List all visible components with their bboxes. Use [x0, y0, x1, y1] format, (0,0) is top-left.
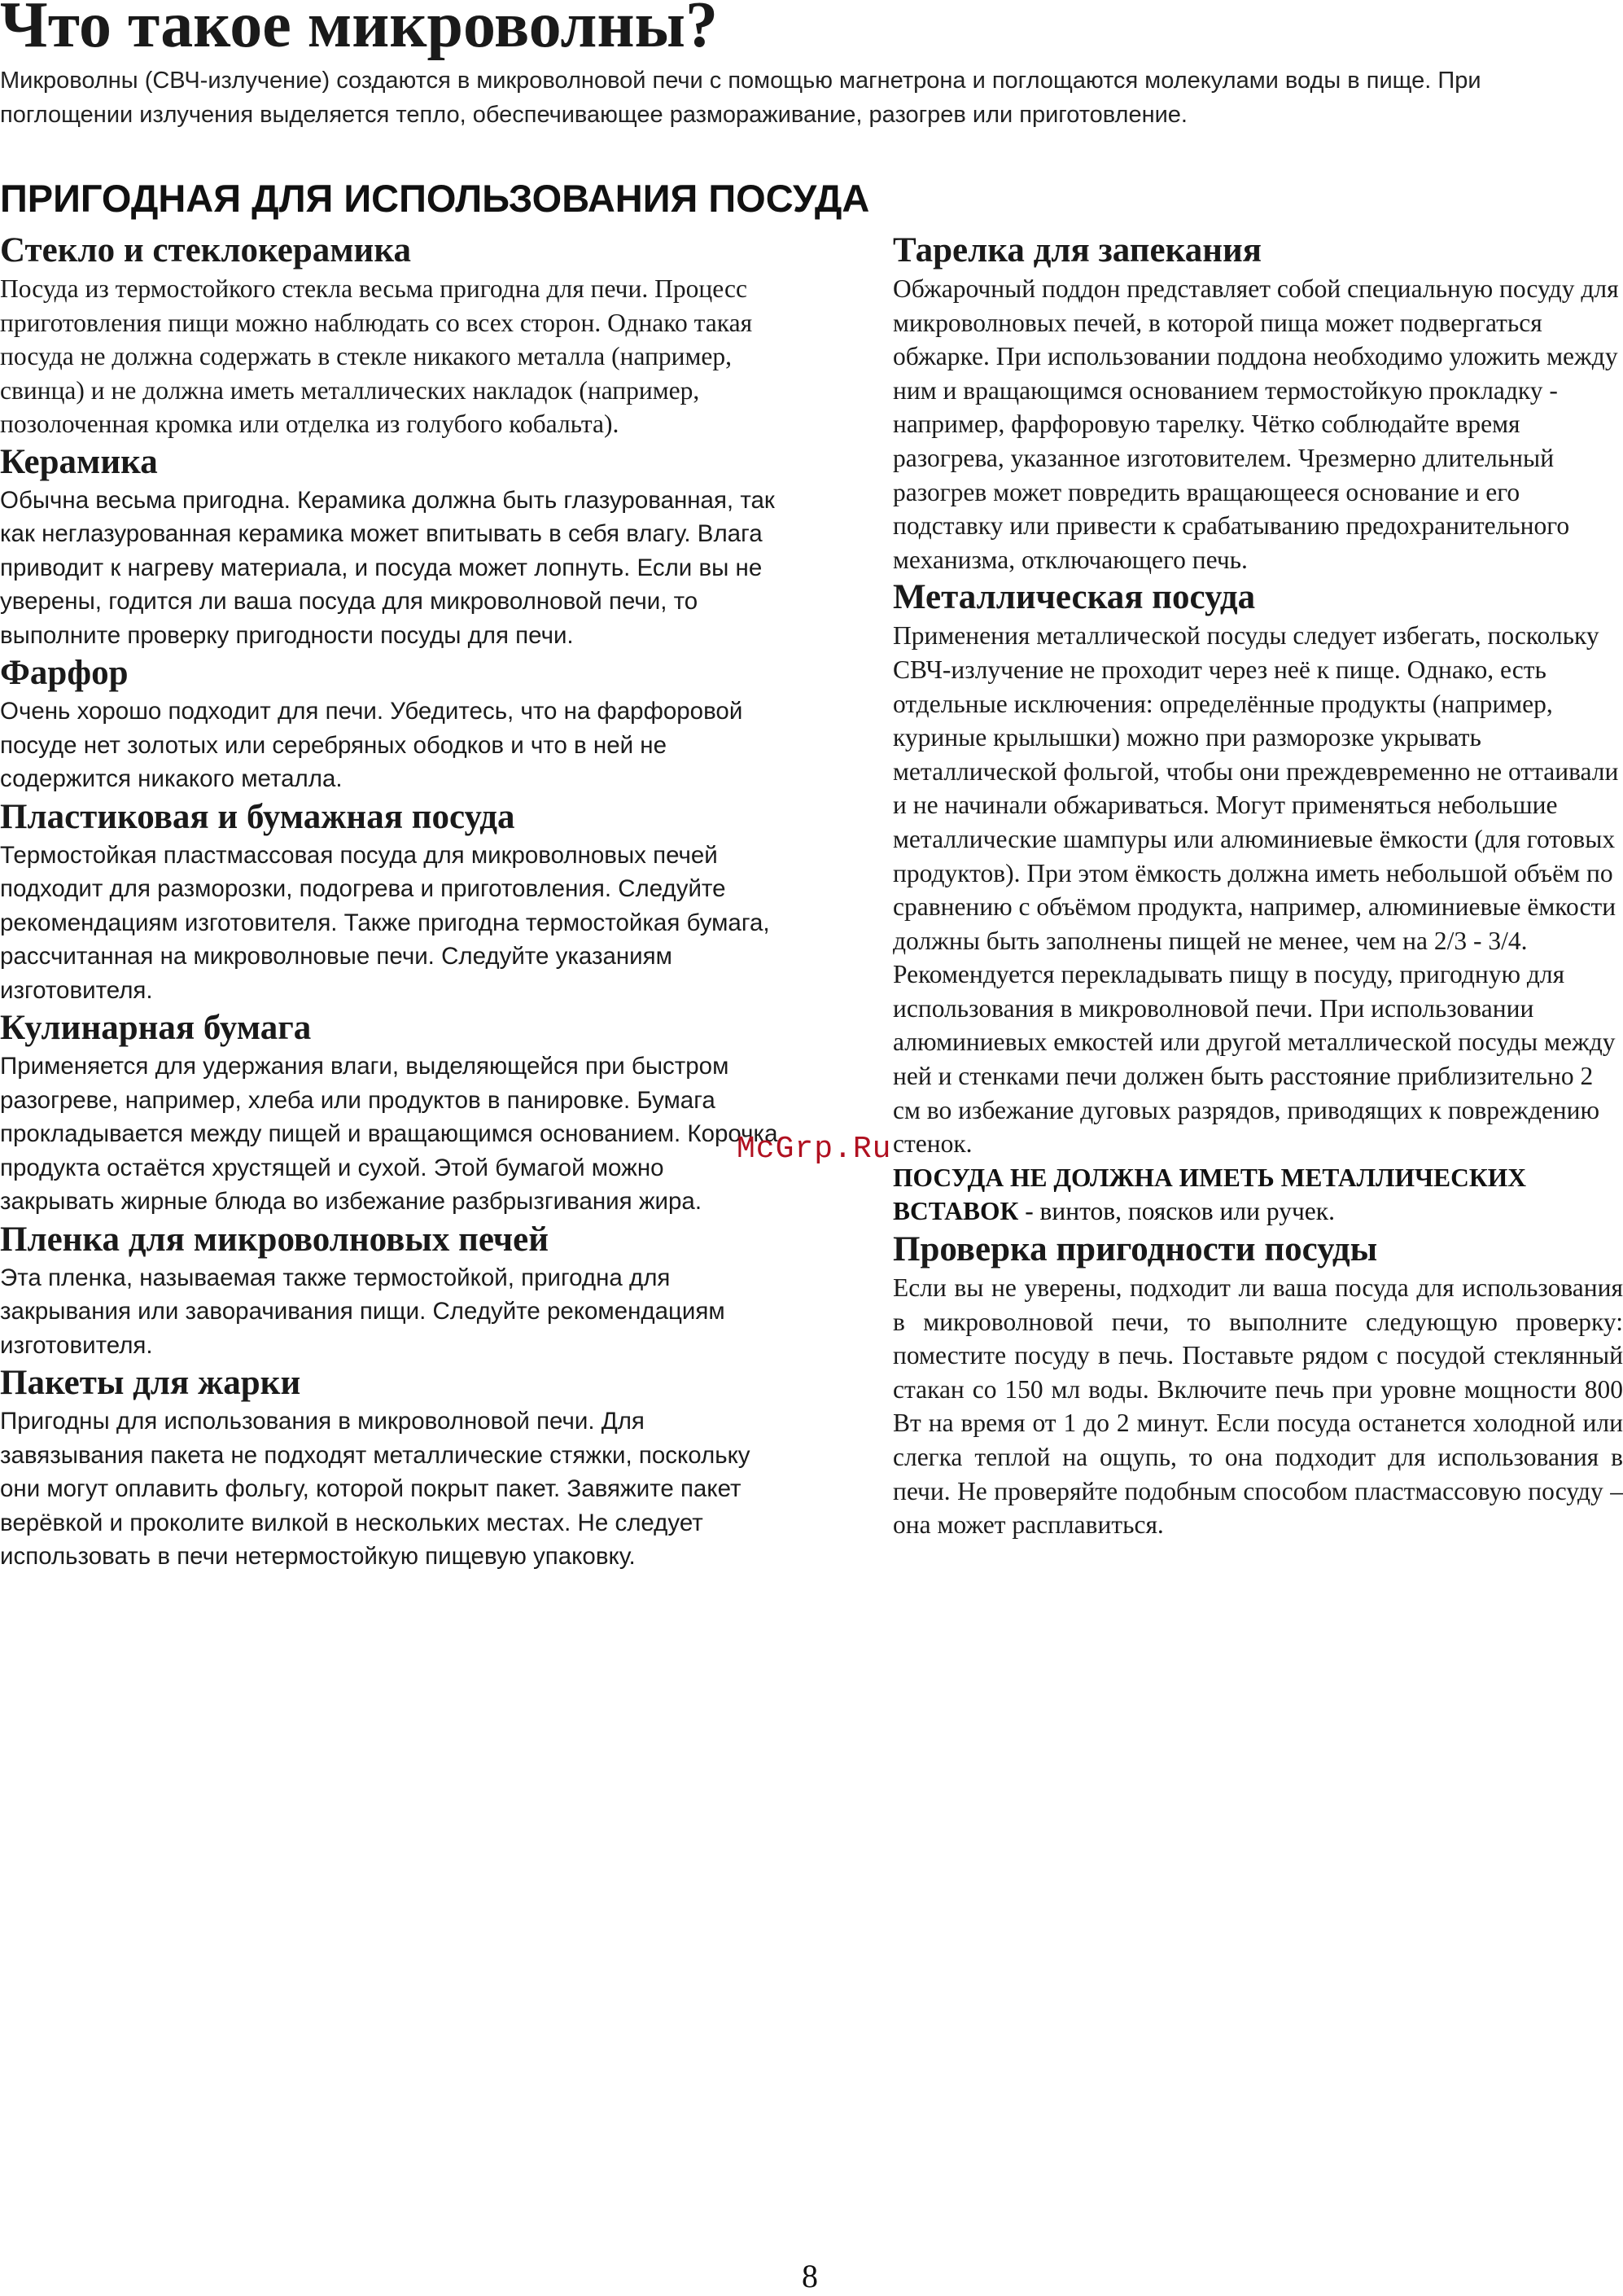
page-number: 8: [802, 2258, 818, 2294]
right-column: [893, 230, 1623, 1542]
roasting-bags-block: [0, 1362, 781, 1574]
cooking-paper-block: [0, 1007, 781, 1219]
metal-warning-bold: ПОСУДА НЕ ДОЛЖНА ИМЕТЬ МЕТАЛЛИЧЕСКИХ ВСТАВОК: [893, 1163, 1526, 1226]
ceramics-block: [0, 441, 781, 653]
film-heading: Пленка для микроволновых печей: [0, 1220, 549, 1259]
film-block: [0, 1219, 781, 1363]
metal-warning: [893, 1161, 1623, 1229]
crisp-plate-text: Обжарочный поддон представляет собой специальную посуду для микроволновых печей, в которой пища может подвергаться обжарке. При использовании поддона необходимо уложить между ним и вращающимся основанием термостойкую прокладку - например, фарфоровую тарелку. Чётко соблюдайте время разогрева, указанное изготовителем. Чрезмерно длительный разогрев может повредить вращающееся основание и его подставку или привести к срабатыванию предохранительного механизма, отключающего печь.: [893, 274, 1619, 574]
plastic-text: Термостойкая пластмассовая посуда для микроволновых печей подходит для разморозки, подогрева и приготовления. Следуйте рекомендациям изготовителя. Также пригодна термостойкая бумага, рассчитанная на микроволновые печи. Следуйте указаниям изготовителя.: [0, 841, 770, 1004]
crisp-plate-heading: Тарелка для запекания: [893, 231, 1262, 269]
ceramics-heading: Керамика: [0, 442, 158, 481]
glass-text: Посуда из термостойкого стекла весьма пригодна для печи. Процесс приготовления пищи можно наблюдать со всех сторон. Однако такая посуда не должна содержать в стекле никакого металла (например, свинца) и не должна иметь металлических накладок (например, позолоченная кромка или отделка из голубого кобальта).: [0, 274, 753, 438]
left-column: [0, 230, 781, 1574]
section-title: ПРИГОДНАЯ ДЛЯ ИСПОЛЬЗОВАНИЯ ПОСУДА: [0, 177, 870, 220]
glass-heading: Стекло и стеклокерамика: [0, 231, 411, 269]
porcelain-block: [0, 652, 781, 796]
roasting-bags-text: Пригодны для использования в микроволновой печи. Для завязывания пакета не подходят металлические стяжки, поскольку они могут оплавить фольгу, которой покрыт пакет. Завяжите пакет верёвкой и проколите вилкой в нескольких местах. Не следует использовать в печи нетермостойкую пищевую упаковку.: [0, 1408, 750, 1570]
suitability-test-block: [893, 1229, 1623, 1542]
metal-heading: Металлическая посуда: [893, 578, 1256, 617]
intro-paragraph: Микроволны (СВЧ-излучение) создаются в микроволновой печи с помощью магнетрона и поглощаются молекулами воды в пище. При поглощении излучения выделяется тепло, обеспечивающее размораживание, разогрев или приготовление.: [0, 68, 1481, 128]
roasting-bags-heading: Пакеты для жарки: [0, 1364, 301, 1402]
plastic-block: [0, 796, 781, 1008]
cooking-paper-heading: Кулинарная бумага: [0, 1009, 312, 1047]
watermark: McGrp.Ru: [737, 1132, 892, 1167]
glass-block: [0, 230, 781, 441]
suitability-test-heading: Проверка пригодности посуды: [893, 1230, 1378, 1269]
page-title: Что такое микроволны?: [0, 0, 718, 61]
film-text: Эта пленка, называемая также термостойкой, пригодна для закрывания или заворачивания пищи. Следуйте рекомендациям изготовителя.: [0, 1264, 725, 1359]
crisp-plate-block: [893, 230, 1623, 576]
ceramics-text: Обычна весьма пригодна. Керамика должна быть глазурованная, так как неглазурованная керамика может впитывать в себя влагу. Влага приводит к нагреву материала, и посуда может лопнуть. Если вы не уверены, годится ли ваша посуда для микроволновой печи, то выполните проверку пригодности посуды для печи.: [0, 486, 775, 649]
metal-block: [893, 576, 1623, 1161]
metal-text: Применения металлической посуды следует избегать, поскольку СВЧ-излучение не проходит через неё к пище. Однако, есть отдельные исключения: определённые продукты (например, куриные крылышки) можно при разморозке укрывать металлической фольгой, чтобы они преждевременно не оттаивали и не начинали обжариваться. Могут применяться небольшие металлические шампуры или алюминиевые ёмкости (для готовых продуктов). При этом ёмкость должна иметь небольшой объём по сравнению с объёмом продукта, например, алюминиевые ёмкости должны быть заполнены пищей не менее, чем на 2/3 - 3/4. Рекомендуется перекладывать пищу в посуду, пригодную для использования в микроволновой печи. При использовании алюминиевых емкостей или другой металлической посуды между ней и стенками печи должен быть расстояние приблизительно 2 см во избежание дуговых разрядов, приводящих к повреждению стенок.: [893, 621, 1619, 1159]
cooking-paper-text: Применяется для удержания влаги, выделяющейся при быстром разогреве, например, хлеба или продуктов в панировке. Бумага прокладывается между пищей и вращающимся основанием. Корочка продукта остаётся хрустящей и сухой. Этой бумагой можно закрывать жирные блюда во избежание разбрызгивания жира.: [0, 1053, 778, 1215]
suitability-test-text: Если вы не уверены, подходит ли ваша посуда для использования в микроволновой печи, то выполните следующую проверку: поместите посуду в печь. Поставьте рядом с посудой стеклянный стакан со 150 мл воды. Включите печь при уровне мощности 800 Вт на время от 1 до 2 минут. Если посуда останется холодной или слегка теплой на ощупь, то она подходит для использования в печи. Не проверяйте подобным способом пластмассовую посуду – она может расплавиться.: [893, 1273, 1623, 1540]
porcelain-text: Очень хорошо подходит для печи. Убедитесь, что на фарфоровой посуде нет золотых или серебряных ободков и что в ней не содержится никакого металла.: [0, 698, 743, 792]
porcelain-heading: Фарфор: [0, 654, 129, 692]
plastic-heading: Пластиковая и бумажная посуда: [0, 797, 515, 836]
metal-warning-rest: - винтов, поясков или ручек.: [1018, 1197, 1335, 1226]
